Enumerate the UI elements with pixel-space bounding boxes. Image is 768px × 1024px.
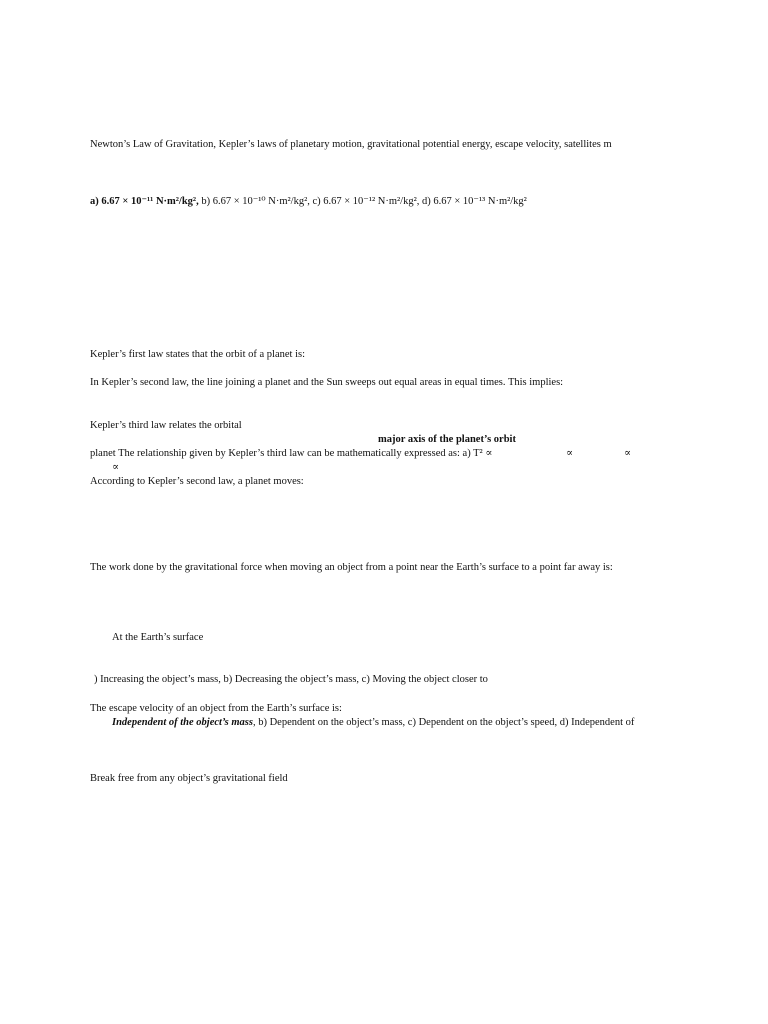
option-rest: , b) Dependent on the object’s mass, c) Dependent on the object’s speed, d) Independent of <box>252 717 635 728</box>
escape-velocity-options <box>112 716 634 729</box>
question-kepler-third-law: Kepler’s third law relates the orbital <box>90 420 242 431</box>
break-free-line: Break free from any object’s gravitational field <box>90 773 288 784</box>
gravitational-constant-options <box>90 195 527 208</box>
mass-options: ) Increasing the object’s mass, b) Decreasing the object’s mass, c) Moving the object closer to <box>94 674 488 685</box>
question-work-done: The work done by the gravitational force when moving an object from a point near the Earth’s surface to a point far away is: <box>90 562 613 573</box>
at-earth-surface: At the Earth’s surface <box>112 632 204 643</box>
proportional-symbol: ∝ <box>112 462 120 473</box>
option-a-bold-italic: Independent of the object’s mass <box>112 717 253 728</box>
proportional-symbol: ∝ <box>566 448 574 459</box>
option-a-bold: a) 6.67 × 10⁻¹¹ N·m²/kg², <box>90 196 199 207</box>
question-escape-velocity: The escape velocity of an object from the Earth’s surface is: <box>90 703 342 714</box>
question-second-law-moves: According to Kepler’s second law, a planet moves: <box>90 476 304 487</box>
question-kepler-second-law: In Kepler’s second law, the line joining a planet and the Sun sweeps out equal areas in equal times. This implies: <box>90 377 564 388</box>
proportional-symbol: ∝ <box>624 448 632 459</box>
topic-line: Newton’s Law of Gravitation, Kepler’s laws of planetary motion, gravitational potential energy, escape velocity, satellites m <box>90 139 612 150</box>
question-kepler-first-law: Kepler’s first law states that the orbit of a planet is: <box>90 349 305 360</box>
major-axis-label: major axis of the planet’s orbit <box>378 434 516 445</box>
kepler-third-expression: planet The relationship given by Kepler’s third law can be mathematically expressed as: a) T² ∝ <box>90 448 493 459</box>
option-rest: b) 6.67 × 10⁻¹⁰ N·m²/kg², c) 6.67 × 10⁻¹² N·m²/kg², d) 6.67 × 10⁻¹³ N·m²/kg² <box>198 196 527 207</box>
